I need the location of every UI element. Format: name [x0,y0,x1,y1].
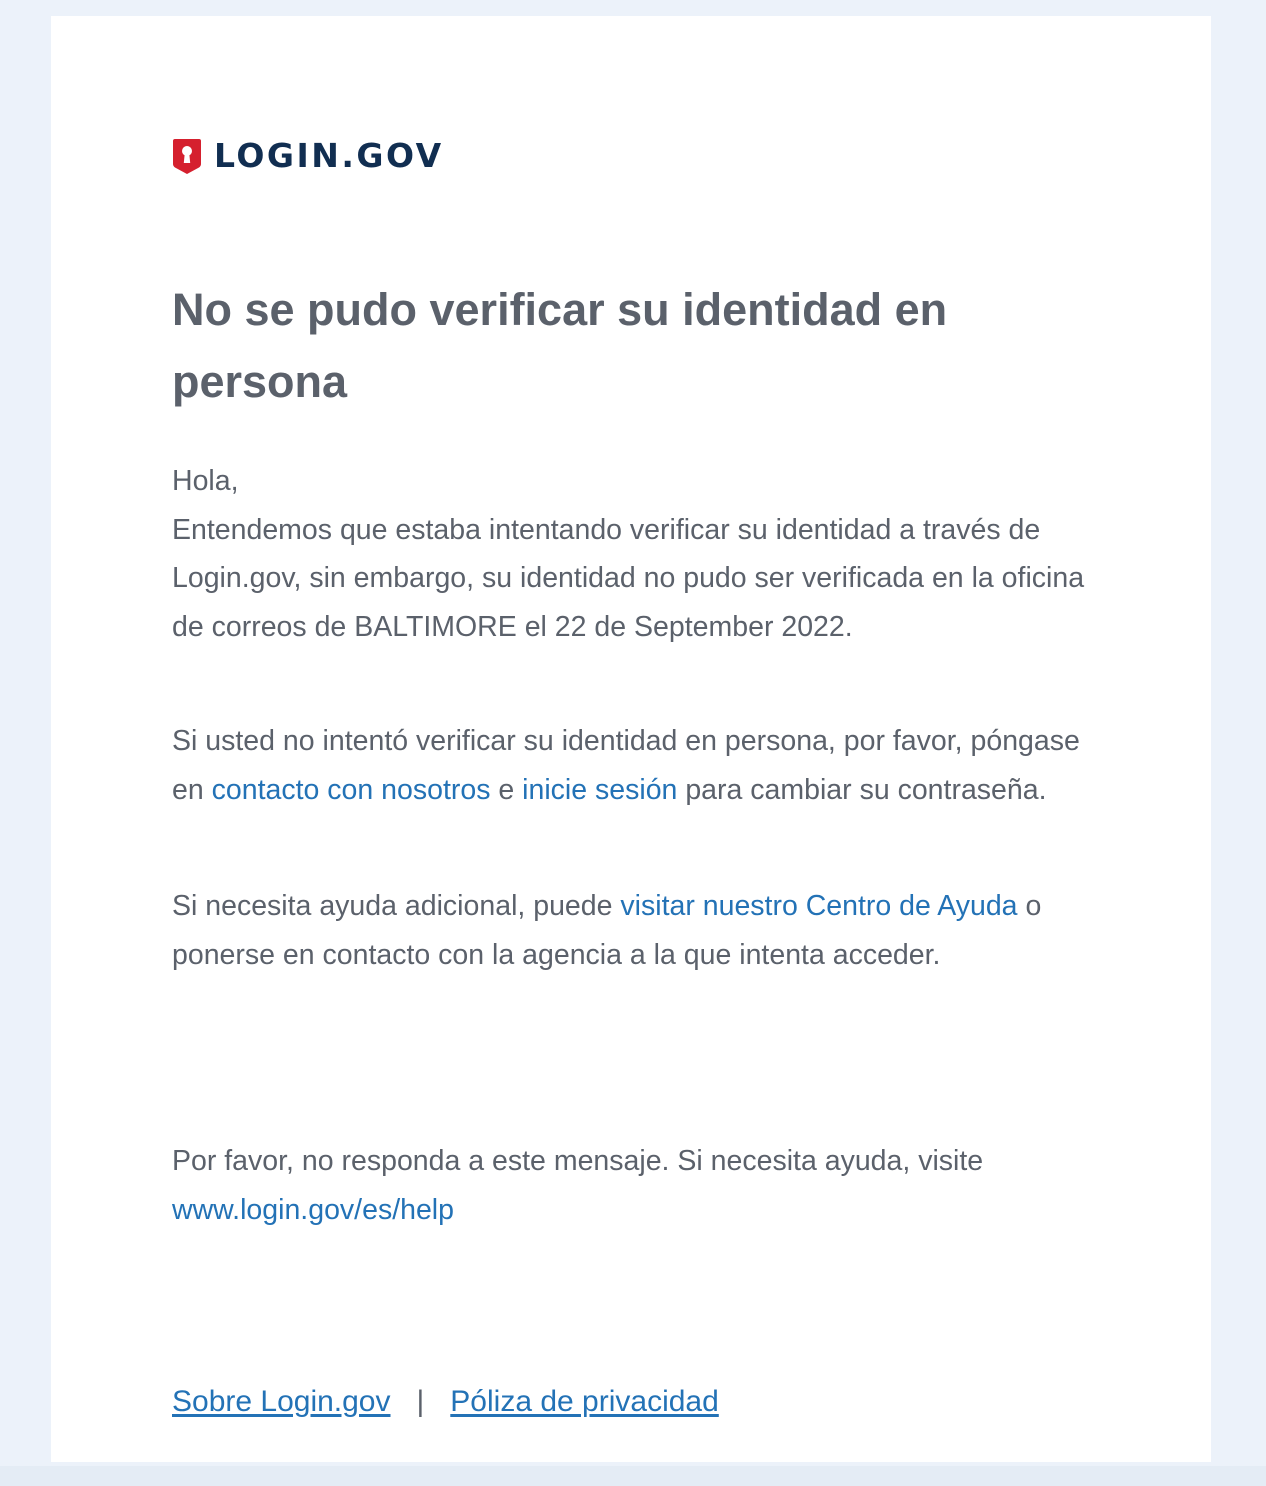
email-heading: No se pudo verificar su identidad en persona [172,284,948,407]
security-text-after: para cambiar su contraseña. [677,773,1047,806]
help-center-link[interactable]: visitar nuestro Centro de Ayuda [620,890,1018,922]
security-text-middle: e [490,773,523,806]
about-login-gov-link[interactable]: Sobre Login.gov [172,1385,391,1418]
help-text-before: Si necesita ayuda adicional, puede [172,890,621,922]
help-paragraph [172,882,1092,979]
intro-paragraph [172,457,1092,651]
email-card [51,16,1211,1462]
intro-text: Entendemos que estaba intentando verificar su identidad a través de Login.gov, sin embargo, su identidad no pudo ser verificada en la oficina de correos de BALTIMORE el 22 de September 2022. [172,513,1085,643]
privacy-policy-link[interactable]: Póliza de privacidad [450,1385,719,1418]
page-bottom-band [0,1466,1266,1486]
no-reply-paragraph [172,1137,1092,1234]
login-gov-logo[interactable] [172,136,444,176]
security-paragraph [172,717,1092,814]
shield-keyhole-icon [172,137,202,175]
contact-us-link[interactable]: contacto con nosotros [211,773,491,806]
no-reply-text: Por favor, no responda a este mensaje. Si necesita ayuda, visite [172,1145,984,1177]
logo-text: LOGIN.GOV [214,136,444,175]
email-footer [172,1378,719,1426]
security-text-before: Si usted no intentó verificar su identidad en persona, por favor, póngase en [172,725,1080,806]
footer-separator: | [416,1385,425,1418]
greeting: Hola, [172,465,239,497]
sign-in-link[interactable]: inicie sesión [522,773,678,806]
help-url-link[interactable]: www.login.gov/es/help [172,1193,454,1226]
help-text-after: o ponerse en contacto con la agencia a la que intenta acceder. [172,890,1042,971]
